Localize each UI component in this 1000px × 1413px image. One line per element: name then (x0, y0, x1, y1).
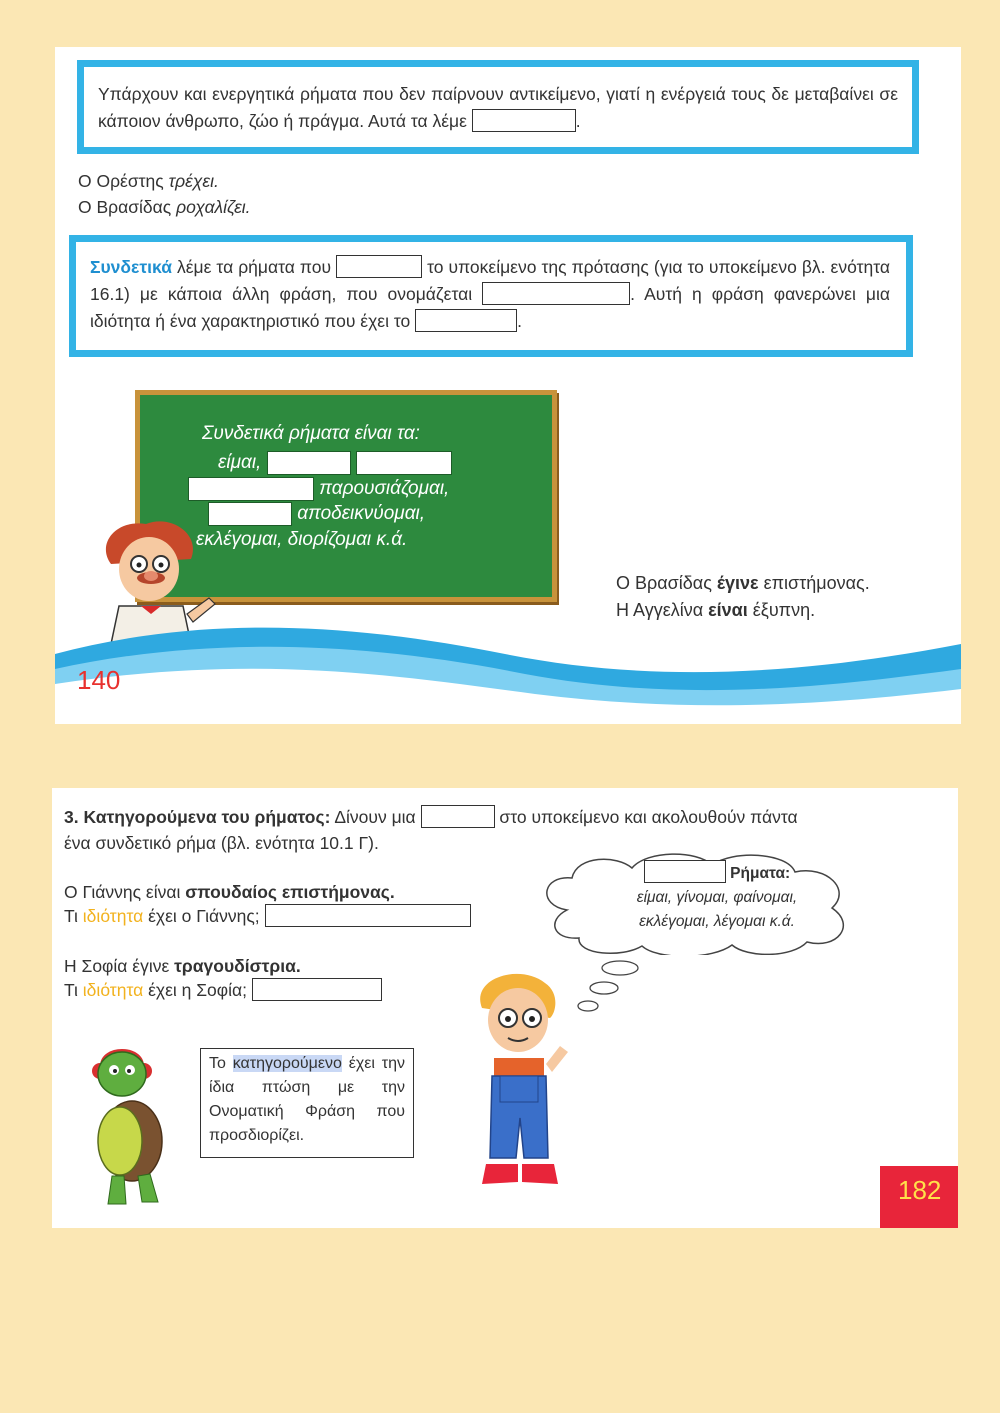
blank-subject[interactable] (415, 309, 517, 332)
q2-question (64, 980, 382, 1003)
thought-line-1 (592, 862, 842, 886)
box2-part3: . Αυτή η φράση φανερώνει μια ιδιότητα ή ένα χαρακτηριστικό που έχει το (90, 284, 890, 331)
thought-text (592, 862, 842, 934)
intro-line-2: ένα συνδετικό ρήμα (βλ. ενότητα 10.1 Γ). (64, 833, 379, 853)
box2-part1: λέμε τα ρήματα που (171, 257, 332, 277)
intransitive-definition-box (77, 60, 919, 154)
linking-examples (616, 570, 870, 624)
blank-verb-b[interactable] (356, 451, 452, 475)
worksheet-page-1 (55, 47, 961, 724)
chalkboard-verb-3: αποδεικνύομαι, (297, 503, 426, 525)
chalkboard-line-3 (188, 477, 449, 501)
blank-verb-category[interactable] (644, 860, 726, 883)
thought-line-3: εκλέγομαι, λέγομαι κ.ά. (639, 913, 795, 930)
blank-property[interactable] (421, 805, 495, 828)
blank-answer-giannis[interactable] (265, 904, 471, 927)
chalkboard-line-2 (218, 451, 452, 475)
q1-sentence (64, 882, 395, 903)
s2-end: έξυπνη. (747, 600, 816, 620)
box1-end: . (575, 111, 581, 131)
q2-sentence-start: Η Σοφία έγινε (64, 956, 175, 976)
linking-example-2 (616, 597, 870, 624)
boy-illustration (460, 968, 580, 1196)
box2-part4: . (517, 311, 522, 331)
q1-sentence-bold: σπουδαίος επιστήμονας. (185, 882, 395, 902)
chalkboard-heading: Συνδετικά ρήματα είναι τα: (202, 423, 420, 444)
worksheet-page-2 (52, 788, 958, 1228)
blank-answer-sofia[interactable] (252, 978, 382, 1001)
linking-example-1 (616, 570, 870, 597)
linking-verbs-definition-box (69, 235, 913, 357)
thought-line-2: είμαι, γίνομαι, φαίνομαι, (636, 889, 798, 906)
blank-predicate-name[interactable] (482, 282, 630, 305)
note-highlight: κατηγορούμενο (232, 1055, 342, 1072)
blank-verb-c[interactable] (188, 477, 314, 501)
turtle-illustration (72, 1036, 182, 1211)
thought-label: Ρήματα: (730, 865, 791, 882)
intro-part1: Δίνουν μια (330, 807, 416, 828)
chalkboard-first-verb: είμαι, (218, 452, 262, 474)
note-after: έχει την ίδια πτώση με την Ονοματική Φράση που προσδιορίζει. (209, 1055, 406, 1144)
example-2-verb: ροχαλίζει. (176, 197, 251, 217)
q1-keyword: ιδιότητα (82, 906, 144, 927)
decorative-wave (55, 614, 961, 724)
chalkboard-line-4 (208, 502, 425, 526)
s1-verb: έγινε (716, 573, 759, 593)
chalkboard-last-line: εκλέγομαι, διορίζομαι κ.ά. (196, 529, 408, 550)
s1-subject: Ο Βρασίδας (616, 573, 717, 593)
s2-subject: Η Αγγελίνα (616, 600, 709, 620)
blank-links[interactable] (336, 255, 422, 278)
note-before: Το (209, 1055, 233, 1072)
q1-sentence-start: Ο Γιάννης είναι (64, 882, 186, 902)
box2-part2: το υποκείμενο της πρότασης (για το υποκείμενο βλ. ενότητα 16.1) με κάποια άλλη φράση, που ονομάζεται (90, 257, 891, 304)
thought-bubbles (570, 958, 640, 1018)
example-2-subject: Ο Βρασίδας (78, 197, 177, 217)
example-line-2 (78, 197, 251, 218)
chalkboard-verb-2: παρουσιάζομαι, (319, 478, 450, 500)
q1-question (64, 906, 471, 929)
intro-part2: στο υποκείμενο και ακολουθούν πάντα (494, 807, 798, 828)
page-number-182: 182 (898, 1175, 942, 1205)
section-heading: 3. Κατηγορούμενα του ρήματος: (64, 807, 331, 828)
q2-sentence (64, 956, 301, 977)
page-number-140: 140 (77, 665, 121, 695)
linking-keyword: Συνδετικά (90, 257, 172, 277)
s1-end: επιστήμονας. (758, 573, 870, 593)
example-1-verb: τρέχει. (168, 171, 219, 191)
q1-q-end: έχει ο Γιάννης; (143, 906, 260, 927)
q1-q-start: Τι (64, 906, 83, 927)
blank-verb-a[interactable] (267, 451, 351, 475)
q2-sentence-bold: τραγουδίστρια. (174, 956, 301, 976)
s2-verb: είναι (708, 600, 748, 620)
example-line-1 (78, 171, 219, 192)
blank-intransitive[interactable] (472, 109, 576, 132)
predicate-note-box (200, 1048, 414, 1158)
intransitive-text: Υπάρχουν και ενεργητικά ρήματα που δεν παίρνουν αντικείμενο, γιατί η ενέργειά τους δε μεταβαίνει σε κάποιον άνθρωπο, ζώο ή πράγμα. Αυτά τα λέμε (98, 84, 898, 131)
intro-line-1 (64, 807, 798, 830)
q2-keyword: ιδιότητα (82, 980, 144, 1001)
q2-q-start: Τι (64, 980, 83, 1001)
example-1-subject: Ο Ορέστης (78, 171, 169, 191)
q2-q-end: έχει η Σοφία; (143, 980, 247, 1001)
